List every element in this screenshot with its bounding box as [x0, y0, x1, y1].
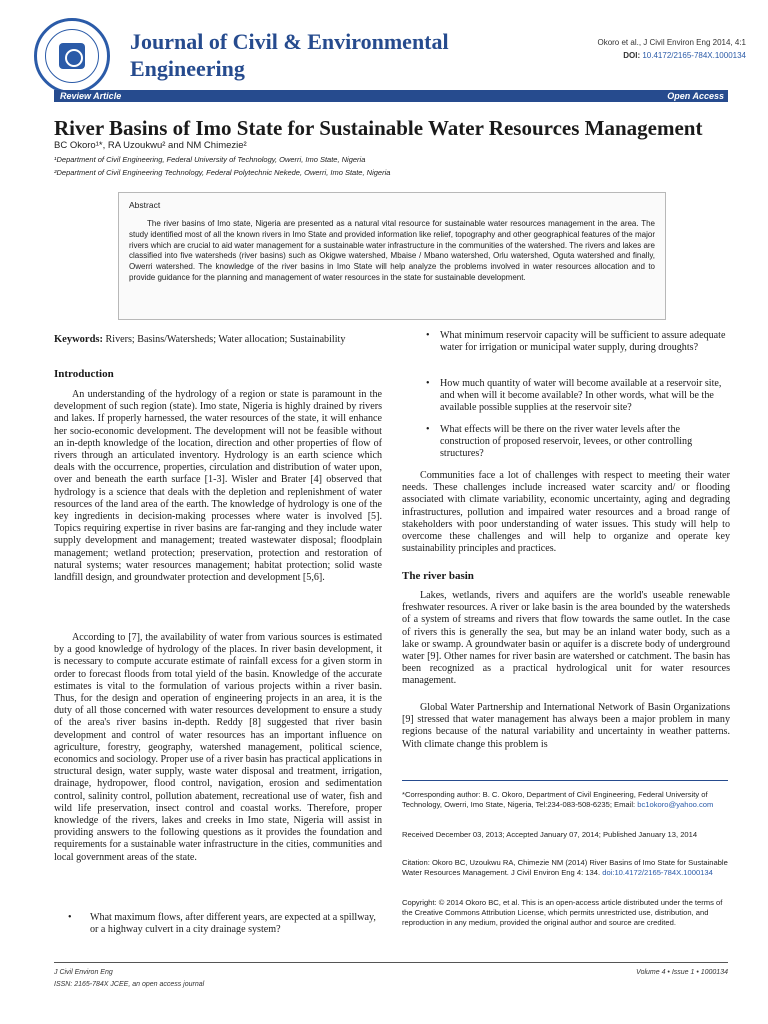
open-access-label: Open Access — [667, 91, 724, 101]
copyright-note: Copyright: © 2014 Okoro BC, et al. This is an open-access article distributed under the terms of the Creative Commons Attribution License, which permits unrestricted use, distribution, and reproduction in any medium, provided the original author and source are credited. — [402, 898, 723, 927]
footer-divider — [54, 962, 728, 963]
intro-paragraph-2: According to [7], the availability of water from various sources is estimated by a good knowledge of hydrology of the places. In river basin development, it is necessary to compute accurate estimate of rainfall excess for a given storm in order to forecast floods from total yield of the basin. Knowledge of the accurate estimates is vital to the formulation of various projects within a river basin. Thus, for the design and operation of engineering projects in an area, it is the duty of all those concerned with water resources development to ensure a study of the area's river basins in-depth. Reddy [8] suggested that river basin development and control of water resources has an important influence on agriculture, forestry, geography, watershed management, political science, economics and sociology. Proper use of a river basin has practical applications in structural design, water supply, waste water disposal and treatment, irrigation, drainage, hydropower, flood control, navigation, erosion and sedimentation control, salinity control, pollution abatement, recreational use of water, fish and wild life preservation, insect control and coastal works. Therefore, proper knowledge of the rivers, lakes and creeks in Imo state, Nigeria will assist in providing answers to the following questions as it provides the foundation and requirements for a sustainable water infrastructure in the cities, communities and local government areas of the state. — [54, 632, 382, 863]
footer-issn: ISSN: 2165-784X JCEE, an open access journal — [54, 981, 205, 988]
keywords-text: Rivers; Basins/Watersheds; Water allocation; Sustainability — [105, 334, 346, 345]
bullet-icon: • — [426, 424, 430, 435]
abstract-box — [118, 192, 666, 320]
article-type: Review Article — [60, 91, 122, 101]
intro-paragraph-1: An understanding of the hydrology of a region or state is paramount in the development of such region (state). Imo state, Nigeria is highly drained by rivers and lakes. If properly harnessed, the water resources of the state, it will enhance her socio-economic development. The development will not be feasible without an in-depth knowledge of the location, direction and other properties of flow of rivers through an articulated inventory. Hydrology is an earth science which deals with the occurrence, properties, circulation and distribution of water upon, over and beneath the earth surface [1-3]. Wisler and Brater [4] observed that hydrology is a science that deals with the depletion and replenishment of water resources of the land area of the earth. The knowledge of hydrology is one of the key ingredients in decision-making processes where water is involved [5]. Topics requiring expertise in river basins are far-ranging and they include water supply development and management; treated wastewater disposal; floodplain management; wetland protection; preservation, protection and restoration of natural systems; water resources management; habitat protection; solid waste landfill design, and groundwater protection and development [5,6]. — [54, 389, 382, 584]
bullet-icon: • — [426, 378, 430, 389]
footer-volume: Volume 4 • Issue 1 • 1000134 — [636, 969, 728, 976]
corresponding-author — [402, 790, 728, 810]
email-link[interactable]: bc1okoro@yahoo.com — [637, 800, 714, 809]
citation-text: Citation: Okoro BC, Uzoukwu RA, Chimezie NM (2014) River Basins of Imo State for Sustainable Water Resources Management. J Civil Environ Eng 4: 134. — [402, 858, 728, 877]
affiliation-2: ²Department of Civil Engineering Technology, Federal Polytechnic Nekede, Owerri, Imo State, Nigeria — [54, 168, 391, 177]
list-item-text: What effects will be there on the river water levels after the construction of proposed reservoir, levees, or other controlling structures? — [440, 424, 693, 460]
bullet-icon: • — [68, 912, 72, 923]
citation-doi-link[interactable]: doi:10.4172/2165-784X.1000134 — [602, 868, 713, 877]
abstract-heading: Abstract — [129, 200, 161, 210]
received-dates: Received December 03, 2013; Accepted January 07, 2014; Published January 13, 2014 — [402, 830, 698, 839]
footnote-divider — [402, 780, 728, 781]
abstract-text: The river basins of Imo state, Nigeria are presented as a natural vital resource for sustainable water resources management in the area. The study identified most of all the known rivers in Imo State and provided information like relief, topography and other geographical features of the major rivers which are crucial to aid water management for a sustainable water infrastructure in the communities of the watershed. The rivers and lakes are classified into five watersheds (river basins) such as Okigwe watershed, Mbaise / Mbano watershed, Orlu watershed, Oguta watershed and finally, Owerri watershed. The knowledge of the river basins in Imo State will help analyze the problems involved in water resources allocation and to provide guidance for the planning and management of water resources in the state for sustainable development. — [129, 219, 655, 282]
river-basin-paragraph-1: Lakes, wetlands, rivers and aquifers are the world's useable renewable freshwater resources. A river or lake basin is the area bounded by the watersheds of a system of streams and rivers that flow towards the same outlet. In the case of rivers this is generally the sea, but may be an inland water body, such as a lake or swamp. A groundwater basin or aquifer is a discrete body of underground water [9]. Other names for river basin are watershed or catchment. The basin has been recognized as a practical hydrological unit for water resources management. — [402, 590, 730, 687]
header-doi — [623, 51, 746, 60]
author-list: BC Okoro¹*, RA Uzoukwu² and NM Chimezie² — [54, 140, 247, 151]
list-item-text: What maximum flows, after different years, are expected at a spillway, or a highway culvert in a city drainage system? — [90, 912, 376, 936]
bullet-icon: • — [426, 330, 430, 341]
paper-title: River Basins of Imo State for Sustainable Water Resources Management — [54, 116, 703, 140]
journal-seal-icon — [34, 18, 110, 94]
footer-journal: J Civil Environ Eng — [54, 969, 113, 976]
corresponding-author-text: *Corresponding author: B. C. Okoro, Department of Civil Engineering, Federal University of Technology, Owerri, Imo State, Nigeria, Tel:234-083-508-6235; Email: — [402, 790, 708, 809]
citation-note — [402, 858, 728, 878]
header-citation: Okoro et al., J Civil Environ Eng 2014, 4:1 — [597, 38, 746, 47]
list-item-text: How much quantity of water will become available at a reservoir site, and when will it become available? In other words, what will be the available possible supplies at the reservoir site? — [440, 378, 722, 414]
journal-title: Journal of Civil & Environmental Engineering — [130, 29, 449, 81]
doi-label: DOI: — [623, 51, 641, 60]
list-item-text: What minimum reservoir capacity will be sufficient to assure adequate water for irrigation or municipal water supply, during droughts? — [440, 330, 726, 354]
section-heading-introduction: Introduction — [54, 368, 114, 380]
keywords-label: Keywords: — [54, 334, 103, 345]
keywords — [54, 334, 382, 346]
river-basin-paragraph-2: Global Water Partnership and International Network of Basin Organizations [9] stressed that water management has always been a major problem in many regions because of the natural variability and uncertainty in weather patterns. With climate change this problem is — [402, 702, 730, 750]
article-type-band — [54, 90, 728, 102]
affiliation-1: ¹Department of Civil Engineering, Federal University of Technology, Owerri, Imo State, Nigeria — [54, 155, 366, 164]
right-paragraph-1: Communities face a lot of challenges with respect to meeting their water needs. These challenges include increased water scarcity and/ or flooding associated with climate variability, economic uncertainty, aging and degrading infrastructures, pollution and impaired water resources and a broad range of stakeholders with poor understanding of water issues. This study will help to overcome these challenges and will help to organize and operate key sustainability principles and practices. — [402, 470, 730, 555]
section-heading-river-basin: The river basin — [402, 570, 474, 582]
doi-link[interactable]: 10.4172/2165-784X.1000134 — [642, 51, 746, 60]
